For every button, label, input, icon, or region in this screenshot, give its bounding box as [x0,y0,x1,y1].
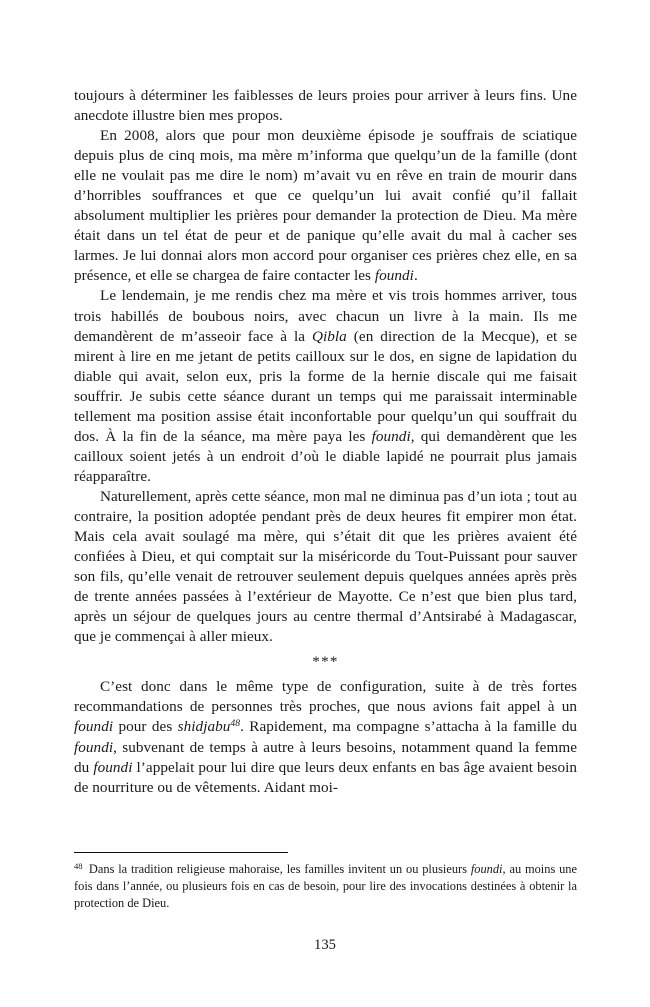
footnote-body [74,862,577,910]
text-run: C’est donc dans le même type de configuration, suite à de très fortes recommandations de personnes très proches, que nous avions fait appel à un [74,678,577,716]
text-run: l’appelait pour lui dire que leurs deux enfants en bas âge avaient besoin de nourriture ou de vêtements. Aidant moi- [74,758,577,796]
text-run: , qui demandèrent que les cailloux soient jetés à un endroit d’où le diable lapidé ne pourrait plus jamais réapparaître. [74,427,577,485]
section-separator: *** [312,653,339,671]
paragraph-en-2008 [74,126,577,286]
footnote-separator-rule [74,852,288,853]
text-run: Le lendemain, je me rendis chez ma mère et vis trois hommes arriver, tous trois habillés de boubous noirs, avec chacun un livre à la main. Ils me demandèrent de m’asseoir face à la [74,287,577,345]
paragraph-continuation [74,86,577,126]
text-run: En 2008, alors que pour mon deuxième épisode je souffrais de sciatique depuis plus de cinq mois, ma mère m’informa que quelqu’un de la famille (dont elle ne voulait pas me dire le nom) m’avait vu en rêve en train de mourir dans d’horribles souffrances et que ce quelqu’un lui avait confié qu’il fallait absolument multiplier les prières pour demander la protection de Dieu. Ma mère était dans un tel état de peur et de panique qu’elle avait du mal à cacher ses larmes. Je lui donnai alors mon accord pour organiser ces prières chez elle, en sa présence, et elle se chargea de faire contacter les [74,127,577,285]
text-run: pour des [113,718,178,736]
text-run: (en direction de la Mecque), et se mirent à lire en me jetant de petits cailloux sur le dos, en signe de lapidation du diable qui avait, selon eux, pris la forme de la hernie discale qui me faisait souffrir. Je subis cette séance durant un temps qui me paraissait interminable tellement ma position assise était inconfortable pour quelqu’un qui souffrait du dos. À la fin de la séance, ma mère paya les [74,327,577,445]
text-run: toujours à déterminer les faiblesses de leurs proies pour arriver à leurs fins. Une anecdote illustre bien mes propos. [74,87,577,125]
footnote-48 [74,861,577,913]
footnote-number: 48 [74,860,83,871]
italic-term: foundi [470,862,503,876]
page-number: 135 [314,937,336,953]
body-text-block [74,86,577,798]
footnote-reference[interactable]: 48 [230,718,241,730]
text-run: Dans la tradition religieuse mahoraise, les familles invitent un ou plusieurs [85,862,471,876]
italic-term: foundi [74,718,114,736]
italic-term: foundi [93,758,133,776]
text-run: , subvenant de temps à autre à leurs besoins, notamment quand la femme du [74,738,577,776]
text-run: Naturellement, après cette séance, mon mal ne diminua pas d’un iota ; tout au contraire, la position adoptée pendant près de deux heures fit empirer mon état. Mais cela avait soulagé ma mère, qui s’était dit que les prières avaient été confiées à Dieu, et qui comptait sur la miséricorde du Tout-Puissant pour sauver son fils, qu’elle venait de retrouver seulement depuis quelques années après près de trente années passées à l’extérieur de Mayotte. Ce n’est que bien plus tard, après un séjour de quelques jours au centre thermal d’Antsirabé à Madagascar, que je commençai à aller mieux. [74,487,577,646]
paragraph-cest-donc [74,677,577,797]
italic-term: foundi [374,267,414,285]
footnote-area [74,852,577,913]
text-run: , au moins une fois dans l’année, ou plusieurs fois en cas de besoin, pour lire des invocations destinées à obtenir la protection de Dieu. [74,862,577,911]
text-run: . [413,267,418,285]
italic-term: shidjabu [177,718,231,736]
italic-term: foundi [74,738,114,756]
italic-term: foundi [371,427,411,445]
paragraph-naturellement [74,487,577,647]
text-run: . Rapidement, ma compagne s’attacha à la famille du [240,718,577,736]
italic-term: Qibla [311,327,347,345]
paragraph-le-lendemain [74,286,577,486]
